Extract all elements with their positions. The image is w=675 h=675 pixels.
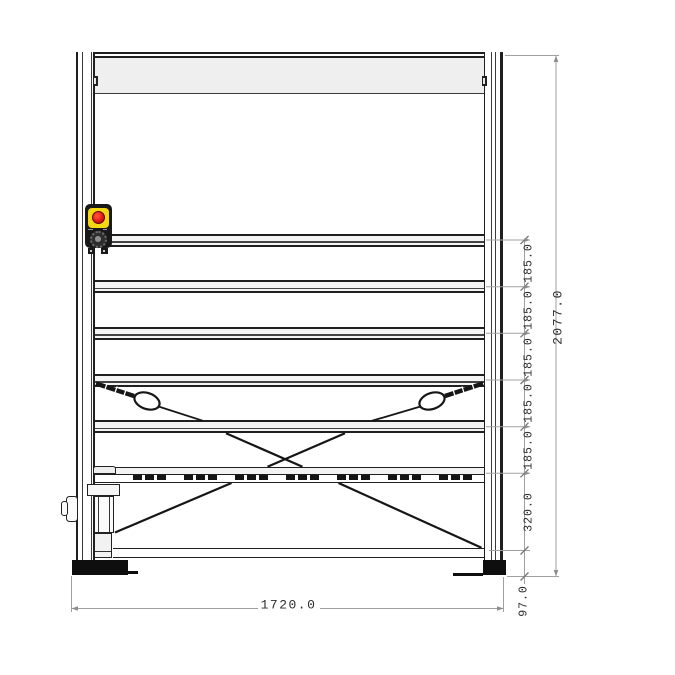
motor-bracket	[87, 484, 120, 496]
dim-label-185-3: 185.0	[522, 336, 536, 377]
cable-right-upper	[372, 407, 421, 421]
dim-label-overall-width: 1720.0	[258, 597, 320, 612]
slat-beam-clamp	[93, 466, 116, 474]
slat-row	[95, 475, 484, 483]
dim-label-185-2: 185.0	[522, 290, 536, 330]
estop-control-box	[85, 204, 113, 249]
shelf-2	[95, 280, 484, 293]
top-panel	[95, 58, 484, 94]
foot-right	[483, 560, 506, 576]
dim-label-185-1: 185.0	[522, 243, 536, 284]
dim-label-97: 97.0	[517, 584, 531, 617]
slat	[388, 475, 397, 480]
slat	[133, 475, 142, 480]
cable-snap-hook-left-icon	[132, 389, 162, 413]
slat	[451, 475, 460, 480]
emergency-stop-button-icon	[92, 211, 105, 224]
cable-snap-hook-right-icon	[417, 389, 447, 413]
rotary-selector-knob-icon	[90, 231, 107, 248]
slat	[463, 475, 472, 480]
estop-label-text	[88, 229, 93, 231]
shelf-3	[95, 327, 484, 340]
slat	[439, 475, 448, 480]
shelf-1	[95, 234, 484, 247]
slat	[259, 475, 268, 480]
dim-label-185-4: 185.0	[522, 383, 536, 424]
slat	[157, 475, 166, 480]
motor-lower-section	[94, 533, 113, 559]
slat	[361, 475, 370, 480]
slat	[286, 475, 295, 480]
motor-flange	[66, 496, 78, 522]
dim-label-overall-height: 2077.0	[550, 288, 566, 345]
slat	[196, 475, 205, 480]
slat	[412, 475, 421, 480]
dim-label-185-5: 185.0	[522, 430, 536, 470]
right-post	[484, 52, 504, 560]
ground-line-right	[453, 573, 484, 576]
motor-flange-nub	[61, 501, 68, 516]
dim-label-320: 320.0	[522, 491, 536, 532]
slat	[235, 475, 244, 480]
post-profile-line	[491, 52, 492, 560]
post-profile-line	[82, 52, 83, 560]
slat	[400, 475, 409, 480]
foot-left	[72, 560, 128, 576]
slat	[184, 475, 193, 480]
slat	[247, 475, 256, 480]
estop-label-text	[103, 229, 108, 231]
ground-line-left	[128, 571, 138, 574]
panel-clip-left	[93, 76, 98, 86]
cable-left-lower-a	[226, 433, 303, 467]
cable-left-upper	[159, 407, 204, 421]
slat	[298, 475, 307, 480]
slat	[310, 475, 319, 480]
shelf-4	[95, 374, 484, 387]
slat-beam	[95, 467, 484, 475]
cable-left-lower-b	[339, 483, 482, 548]
slat	[208, 475, 217, 480]
shelf-5	[95, 420, 484, 433]
estop-mount-foot	[101, 248, 108, 255]
estop-yellow-pad	[88, 208, 109, 229]
panel-clip-right	[482, 76, 487, 86]
slat	[337, 475, 346, 480]
slat	[145, 475, 154, 480]
motor-body	[94, 496, 114, 534]
post-profile-line	[495, 52, 496, 560]
cable-right-lower-a	[268, 433, 346, 467]
cable-right-lower-b	[115, 483, 232, 533]
slat	[349, 475, 358, 480]
bottom-beam	[113, 548, 484, 558]
estop-mount-foot	[88, 248, 95, 255]
